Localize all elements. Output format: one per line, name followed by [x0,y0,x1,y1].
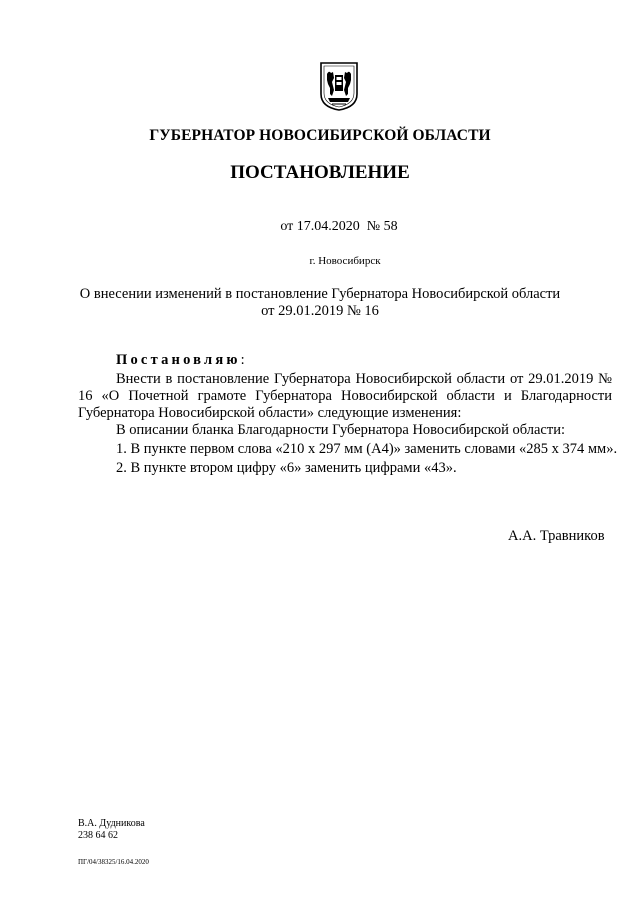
novosibirsk-coat-of-arms-icon [318,60,360,112]
body-item-1: 1. В пункте первом слова «210 х 297 мм (А4)» заменить словами «285 х 374 мм». [116,441,618,457]
body-item-2: 2. В пункте втором цифру «6» заменить цифрами «43». [116,460,457,476]
signature-name: А.А. Травников [508,528,605,544]
date-number-line: от 17.04.2020 № 58 [280,219,398,234]
subject-line-1: О внесении изменений в постановление Губернатора Новосибирской области [79,286,561,302]
authority-title: ГУБЕРНАТОР НОВОСИБИРСКОЙ ОБЛАСТИ [149,127,491,144]
document-type-title: ПОСТАНОВЛЕНИЕ [230,162,410,183]
city-line: г. Новосибирск [309,255,381,267]
subject-line-2: от 29.01.2019 № 16 [261,303,379,319]
executor-phone: 238 64 62 [78,830,118,841]
decree-word [116,352,245,369]
body-line-description: В описании бланка Благодарности Губернатора Новосибирской области: [116,422,565,438]
decree-colon: : [240,352,245,368]
body-paragraph-1: Внести в постановление Губернатора Новосибирской области от 29.01.2019 № 16 «О Почетной грамоте Губернатора Новосибирской области и Благодарности Губернатора Новосибирской области» следующие изменения: [78,371,612,421]
decree-word-text: Постановляю [116,352,241,368]
document-code: ПГ/04/38325/16.04.2020 [78,858,149,866]
executor-name: В.А. Дудникова [78,818,145,829]
subject-heading [0,286,640,320]
